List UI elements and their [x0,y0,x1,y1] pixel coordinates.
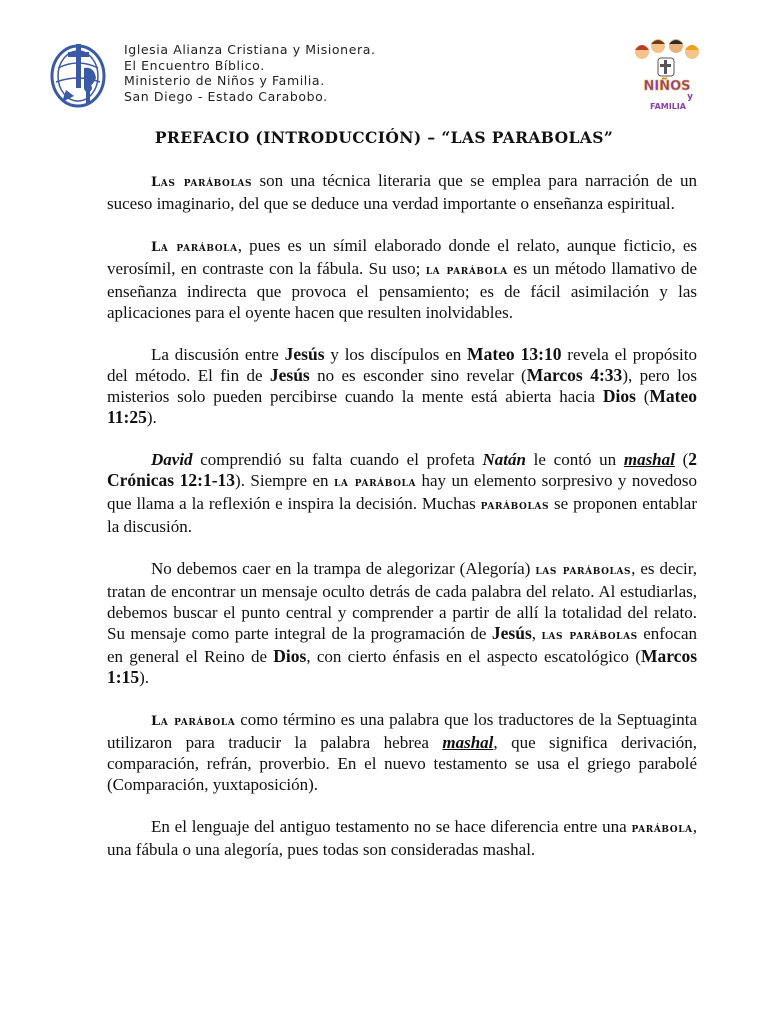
paragraph-text: comprendió su falta cuando el profeta [192,450,483,469]
paragraph-text: No debemos caer en la trampa de alegorizar (Alegoría) [151,559,536,578]
paragraph-7 [107,816,697,860]
term-la-parabola: La parábola [151,714,236,729]
term-la-parabola: La parábola [151,240,238,255]
term-las-parabolas: las parábolas [541,628,638,643]
paragraph-text: son una técnica literaria que se emplea para narración de un suceso imaginario, del que se deduce una verdad importante o enseñanza espiritual. [107,171,697,213]
bible-reference: 2 Crónicas 12:1-13 [107,449,697,490]
letterhead [48,36,728,116]
name-jesus: Jesús [269,365,310,385]
paragraph-2 [107,235,697,323]
bible-reference: Mateo 13:10 [467,344,562,364]
group-name: El Encuentro Bíblico. [124,57,265,73]
logo-text-bottom: FAMILIA [650,102,686,111]
church-name: Iglesia Alianza Cristiana y Misionera. [124,42,376,57]
page-title: PREFACIO (INTRODUCCIÓN) – “LAS PARABOLAS” [154,128,614,147]
ministry-name: Ministerio de Niños y Familia. [124,73,325,88]
term-la-parabola: la parábola [333,475,417,490]
paragraph-text: ). Siempre en [235,471,334,490]
church-logo-icon [48,38,112,110]
term-las-parabolas: las parábolas [535,563,632,578]
paragraph-6 [107,709,697,795]
paragraph-text: revela el propósito del método. El fin de [107,345,697,385]
bible-reference: Marcos 1:15 [107,646,697,687]
paragraph-text: es un método llamativo de enseñanza indirecta que provoca el pensamiento; es de fácil asimilación y las aplicaciones para el oyente hacen que resulten inolvidables. [107,259,698,322]
paragraph-text: , pues es un símil elaborado donde el relato, aunque ficticio, es verosímil, en contraste con la fábula. Su uso; [107,236,698,278]
paragraph-text: enfocan en general el Reino de [107,624,697,666]
paragraph-text: ( [635,387,650,406]
ministry-logo-icon [628,36,706,114]
logo-text-mid: y [687,92,693,102]
document-body [107,170,697,881]
paragraph-1 [107,170,697,214]
paragraph-text: , con cierto énfasis en el aspecto escatológico ( [306,647,641,666]
term-mashal: mashal [442,733,494,752]
bible-reference: Marcos 4:33 [526,365,623,385]
paragraph-text: le contó un [525,450,624,469]
paragraph-text: como término es una palabra que los traductores de la Septuaginta utilizaron para traducir la palabra hebrea [107,710,697,752]
term-la-parabola: la parábola [425,263,508,278]
name-david: David [151,450,193,469]
term-parabolas: parábolas [480,498,550,513]
paragraph-5 [107,558,697,688]
paragraph-text: , que significa derivación, comparación, refrán, proverbio. En el nuevo testamento se usa el griego parabolé (Comparación, yuxtaposición). [107,733,697,794]
location: San Diego - Estado Carabobo. [124,88,328,104]
term-las-parabolas: Las parábolas [151,175,253,190]
paragraph-text: ( [674,450,689,469]
paragraph-text: y los discípulos en [324,345,468,364]
name-dios: Dios [273,646,307,666]
letterhead-text [124,42,376,104]
paragraph-text: , es decir, tratan de encontrar un mensaje oculto detrás de cada palabra del relato. Al estudiarlas, debemos buscar el punto central y comprender a partir de allí la totalidad del relato. Su mensaje como parte integral de la programación de [107,559,698,643]
paragraph-text: ). [139,668,149,687]
name-dios: Dios [602,386,636,406]
paragraph-3 [107,344,697,428]
paragraph-text: La discusión entre [151,345,285,364]
name-natan: Natán [482,450,526,469]
bible-reference: Mateo 11:25 [107,386,697,427]
paragraph-4 [107,449,697,537]
term-mashal: mashal [623,450,675,469]
paragraph-text: , [531,624,542,643]
logo-text-top: NIÑOS [643,79,691,94]
term-parabola: parábola [631,821,693,836]
paragraph-text: En el lenguaje del antiguo testamento no se hace diferencia entre una [151,817,632,836]
paragraph-text: hay un elemento sorpresivo y novedoso que llama a la reflexión e inspira la decisión. Muchas [107,471,698,513]
name-jesus: Jesús [284,344,325,364]
paragraph-text: ). [146,408,157,427]
name-jesus: Jesús [491,623,532,643]
paragraph-text: se proponen entablar la discusión. [107,494,697,536]
paragraph-text: no es esconder sino revelar ( [309,366,527,385]
paragraph-text: , una fábula o una alegoría, pues todas son consideradas mashal. [107,817,697,859]
paragraph-text: ), pero los misterios solo pueden percibirse cuando la mente está abierta hacia [107,366,697,406]
